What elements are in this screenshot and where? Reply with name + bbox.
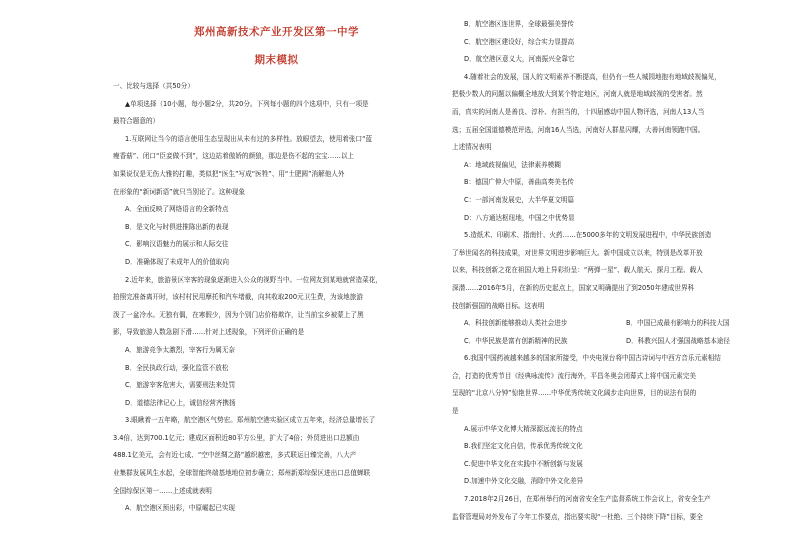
left-text — [113, 78, 440, 518]
right-text — [452, 16, 776, 526]
question-text: 深潜……2016年5月，在新的历史起点上，国家又明确提出了到2050年建成世界科 — [452, 283, 695, 292]
question-text: 合，打造的优秀节目《经典咏流传》流行海外，平昌冬奥会闭幕式上将中国元素完美 — [452, 371, 696, 380]
question-text: 选；五届全国道德模范评选，河南16人当选，河南好人群星闪耀，大善河南领跑中国。 — [452, 125, 705, 134]
option: A．航空港区预出彩，中原崛起已实现 — [125, 504, 236, 513]
question-text: 业集群发展风生水起，全球智能终端基地地位初步确立；郑州新郑综保区进出口总值蝉联 — [113, 469, 371, 478]
option: C.促进中华文化在实践中不断创新与发展 — [464, 459, 583, 468]
question-text: 泼了一盆冷水。无独有偶，在寒假少，因为个别门店价格欺诈，让当前宝乡被蒙上了黑 — [113, 310, 364, 319]
option: D．航空港区意义大，河南振兴全靠它 — [464, 55, 575, 64]
question-2: 2.近年来，旅游景区宰客的现象逐渐进入公众的视野当中。一位网友到某地就营造菜花， — [125, 275, 382, 284]
question-text: 全国综保区第一……上述成就表明 — [113, 486, 212, 495]
question-text: 技创新强国的战略目标。这表明 — [452, 301, 545, 310]
option: D．准确体现了未成年人的价值取向 — [125, 257, 229, 266]
option: B：德国广伸大中原，善曲高奏美名传 — [464, 178, 575, 187]
question-text: 3.4倍，达到700.1亿元；建成区面积近80平方公里，扩大了4倍；外贸进出口总额由 — [113, 433, 360, 442]
option: C．旅游宰客危害大，需要刑法来处罚 — [125, 381, 236, 390]
option: A：地域歧视偏见，法律素养模糊 — [464, 160, 561, 169]
option: C．影响汉语魅力的展示和人际交往 — [125, 240, 229, 249]
question-text: 488.1亿美元，会有近七成、“空中丝绸之路”越织越密，多式联运日臻完善，八大产 — [113, 451, 357, 460]
instruction: ▲单项选择（10小题，每小题2分，共20分。下列每小题的四个选项中，只有一项是 — [125, 99, 369, 108]
option: A．科技创新能够推动人类社会进步 — [464, 319, 568, 328]
option: D：八方通达枢纽地，中国之中优势显 — [464, 213, 575, 222]
options-grid — [452, 315, 776, 350]
question-6: 6.我国中国药被越来越多的国家所接受，中央电视台将中国古诗词与中西方音乐元素相结 — [464, 354, 721, 363]
question-text: 把极少数人的问题以偏概全地放大到某个特定地区，河南人就是地域歧视的受害者。然 — [452, 90, 703, 99]
option: C：一部河南发展史，大半华夏文明篇 — [464, 195, 575, 204]
question-7: 7.2018年2月26日，在郑州举行的河南省安全生产监督系统工作会议上，省安全生产 — [464, 495, 711, 504]
option: A．全面反映了网络语言的全新特点 — [125, 205, 229, 214]
option: D.加速中外文化交融，消除中外文化差异 — [464, 477, 584, 486]
option: C．航空港区建设好，综合实力显提高 — [464, 37, 575, 46]
question-text: 影，导致旅游人数急剧下滑……针对上述现象，下列评价正确的是 — [113, 328, 305, 337]
option: B．全民执政行动，强化监管不放松 — [125, 363, 229, 372]
question-text: 上述情况表明 — [452, 143, 492, 152]
option: B.我们坚定文化自信，传承优秀传统文化 — [464, 442, 583, 451]
option: D．道德法律记心上，诚信经营齐携扬 — [125, 398, 236, 407]
question-text: 瘦香菇”、闭口“臣妾做不到”，这边站着傲娇的颜狼，那边是伤不起的宝宝……以上 — [113, 152, 355, 161]
option: B．航空港区连世界，全球最强美誉传 — [464, 20, 575, 28]
question-5: 5.造纸术、印刷术、指南针、火药……在5000多年的文明发展进程中，中华民族创造 — [464, 231, 712, 240]
question-text: 以来，科技创新之花在祖国大地上异彩纷呈：“两弹一星”、载人航天、探月工程、载人 — [452, 266, 703, 275]
question-text: 呈现的“北京八分钟”惊艳世界……中华优秀传统文化阔步走向世界，目的说法有误的 — [452, 389, 697, 398]
question-text: 是 — [452, 407, 459, 416]
options-row — [452, 315, 776, 333]
question-text: 而，真实的河南人是善良、淳朴、有担当的，十四届感动中国人物评选，河南人13人当 — [452, 107, 705, 116]
question-text: 监督管理局对外发布了今年工作要点，指出要实现“一杜绝、三个持续下降”目标，要全 — [452, 512, 703, 521]
option: B．中国已成最有影响力的科技大国 — [626, 319, 730, 328]
section-heading: 一、比较与选择（共50分） — [113, 82, 194, 90]
option: A.展示中华文化博大精深源远流长的特点 — [464, 424, 583, 433]
question-1: 1.互联网让当今的语言使用生态呈现出从未有过的多样性。放眼望去，使用着张口“蓝 — [125, 134, 373, 143]
question-3: 3.眼瞅着一五年略，航空港区气势宏。郑州航空港实验区成立五年来，经济总量增长了 — [125, 416, 376, 425]
option: B．是文化与时俱进推陈出新的表现 — [125, 222, 229, 231]
question-text: 如果说仅是无伤大雅的打趣，类似把“医生”写成“医牲”、用“土肥圆”消解他人外 — [113, 169, 345, 178]
question-text: 在形象的“新词新语”就只当别论了。这种现象 — [113, 187, 246, 196]
question-text: 拍照完准备离开时，该村村民用摩托和汽车堵截，向其收取200元卫生费，为该地旅游 — [113, 293, 363, 302]
school-title: 郑州高新技术产业开发区第一中学 — [194, 26, 359, 38]
question-text: 了举世闻名的科技成果，对世界文明进步影响巨大。新中国成立以来，特别是改革开放 — [452, 248, 703, 257]
option: C．中华民族是富有创新精神的民族 — [464, 336, 568, 345]
question-4: 4.随着社会的发展，国人的文明素养不断提高，但仍有一些人城园地抱有地域歧视偏见， — [464, 72, 721, 81]
options-row — [452, 333, 776, 351]
instruction: 最符合题意的） — [113, 117, 160, 126]
option: A．旅游竞争太激烈，宰客行为属无奈 — [125, 345, 236, 354]
option: D．科教兴国人才强国战略基本途径 — [626, 336, 730, 345]
exam-title: 期末模拟 — [254, 54, 299, 66]
